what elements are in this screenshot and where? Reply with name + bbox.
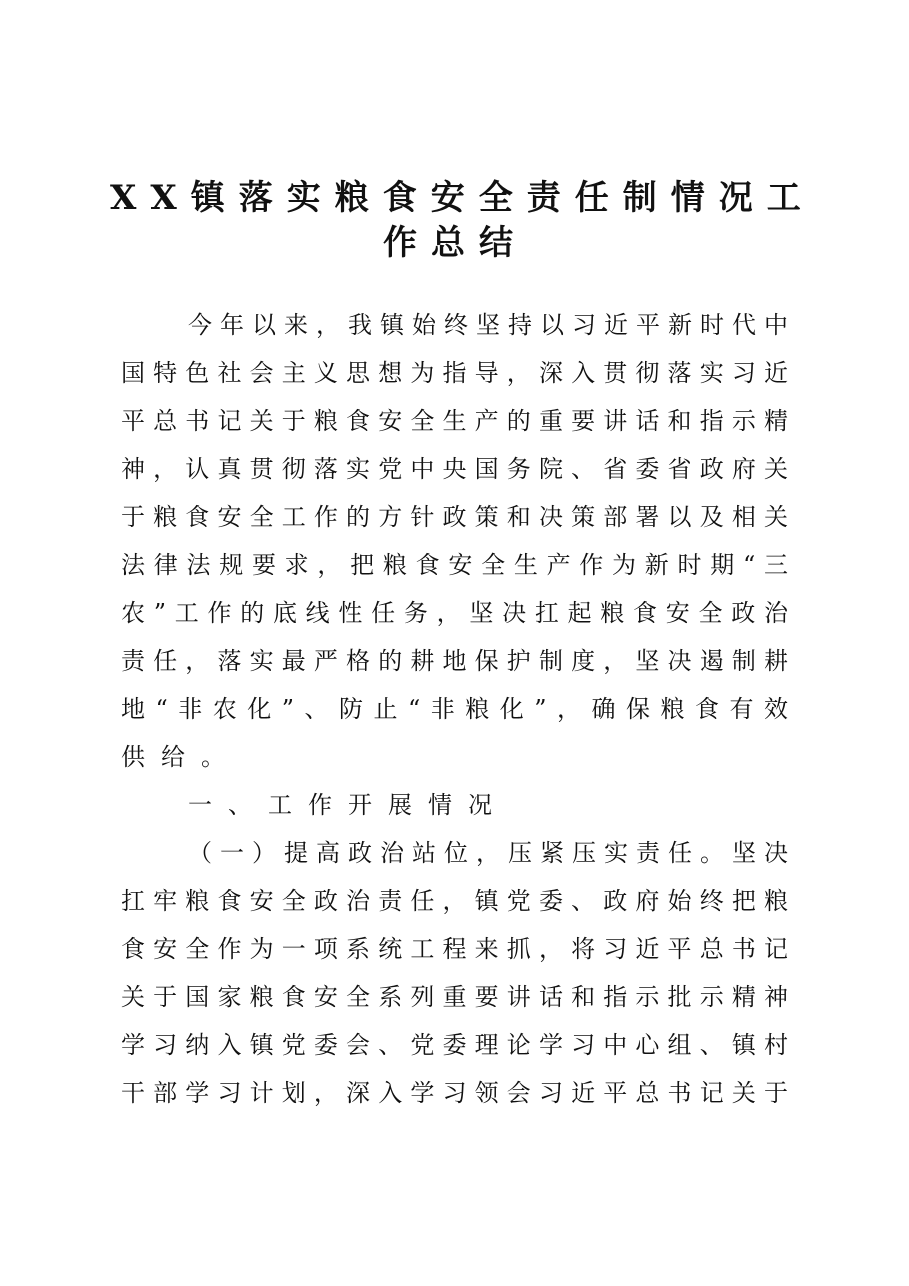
paragraph-line: 平总书记关于粮食安全生产的重要讲话和指示精 — [121, 407, 788, 435]
paragraph-line: 今年以来，我镇始终坚持以习近平新时代中 — [188, 311, 788, 339]
paragraph-line: 神，认真贯彻落实党中央国务院、省委省政府关 — [121, 455, 788, 483]
paragraph-line: 学习纳入镇党委会、党委理论学习中心组、镇村 — [121, 1031, 788, 1059]
paragraph-line: （一）提高政治站位，压紧压实责任。坚决 — [188, 839, 788, 867]
document-title-line-2: 作总结 — [383, 223, 527, 263]
section-heading: 一、工作开展情况 — [188, 791, 508, 819]
paragraph-line: 责任，落实最严格的耕地保护制度，坚决遏制耕 — [121, 647, 788, 675]
paragraph-line: 关于国家粮食安全系列重要讲话和指示批示精神 — [121, 983, 788, 1011]
paragraph-line: 国特色社会主义思想为指导，深入贯彻落实习近 — [121, 359, 788, 387]
paragraph-line: 食安全作为一项系统工程来抓，将习近平总书记 — [121, 935, 788, 963]
paragraph-line: 农”工作的底线性任务，坚决扛起粮食安全政治 — [121, 599, 788, 627]
paragraph-line: 供给。 — [121, 743, 241, 771]
paragraph-line: 于粮食安全工作的方针政策和决策部署以及相关 — [121, 503, 788, 531]
paragraph-line: 地“非农化”、防止“非粮化”，确保粮食有效 — [121, 695, 788, 723]
paragraph-line: 扛牢粮食安全政治责任，镇党委、政府始终把粮 — [121, 887, 788, 915]
paragraph-line: 法律法规要求，把粮食安全生产作为新时期“三 — [121, 551, 788, 579]
document-title-line-1: XX镇落实粮食安全责任制情况工 — [110, 178, 815, 218]
paragraph-line: 干部学习计划，深入学习领会习近平总书记关于 — [121, 1079, 788, 1107]
